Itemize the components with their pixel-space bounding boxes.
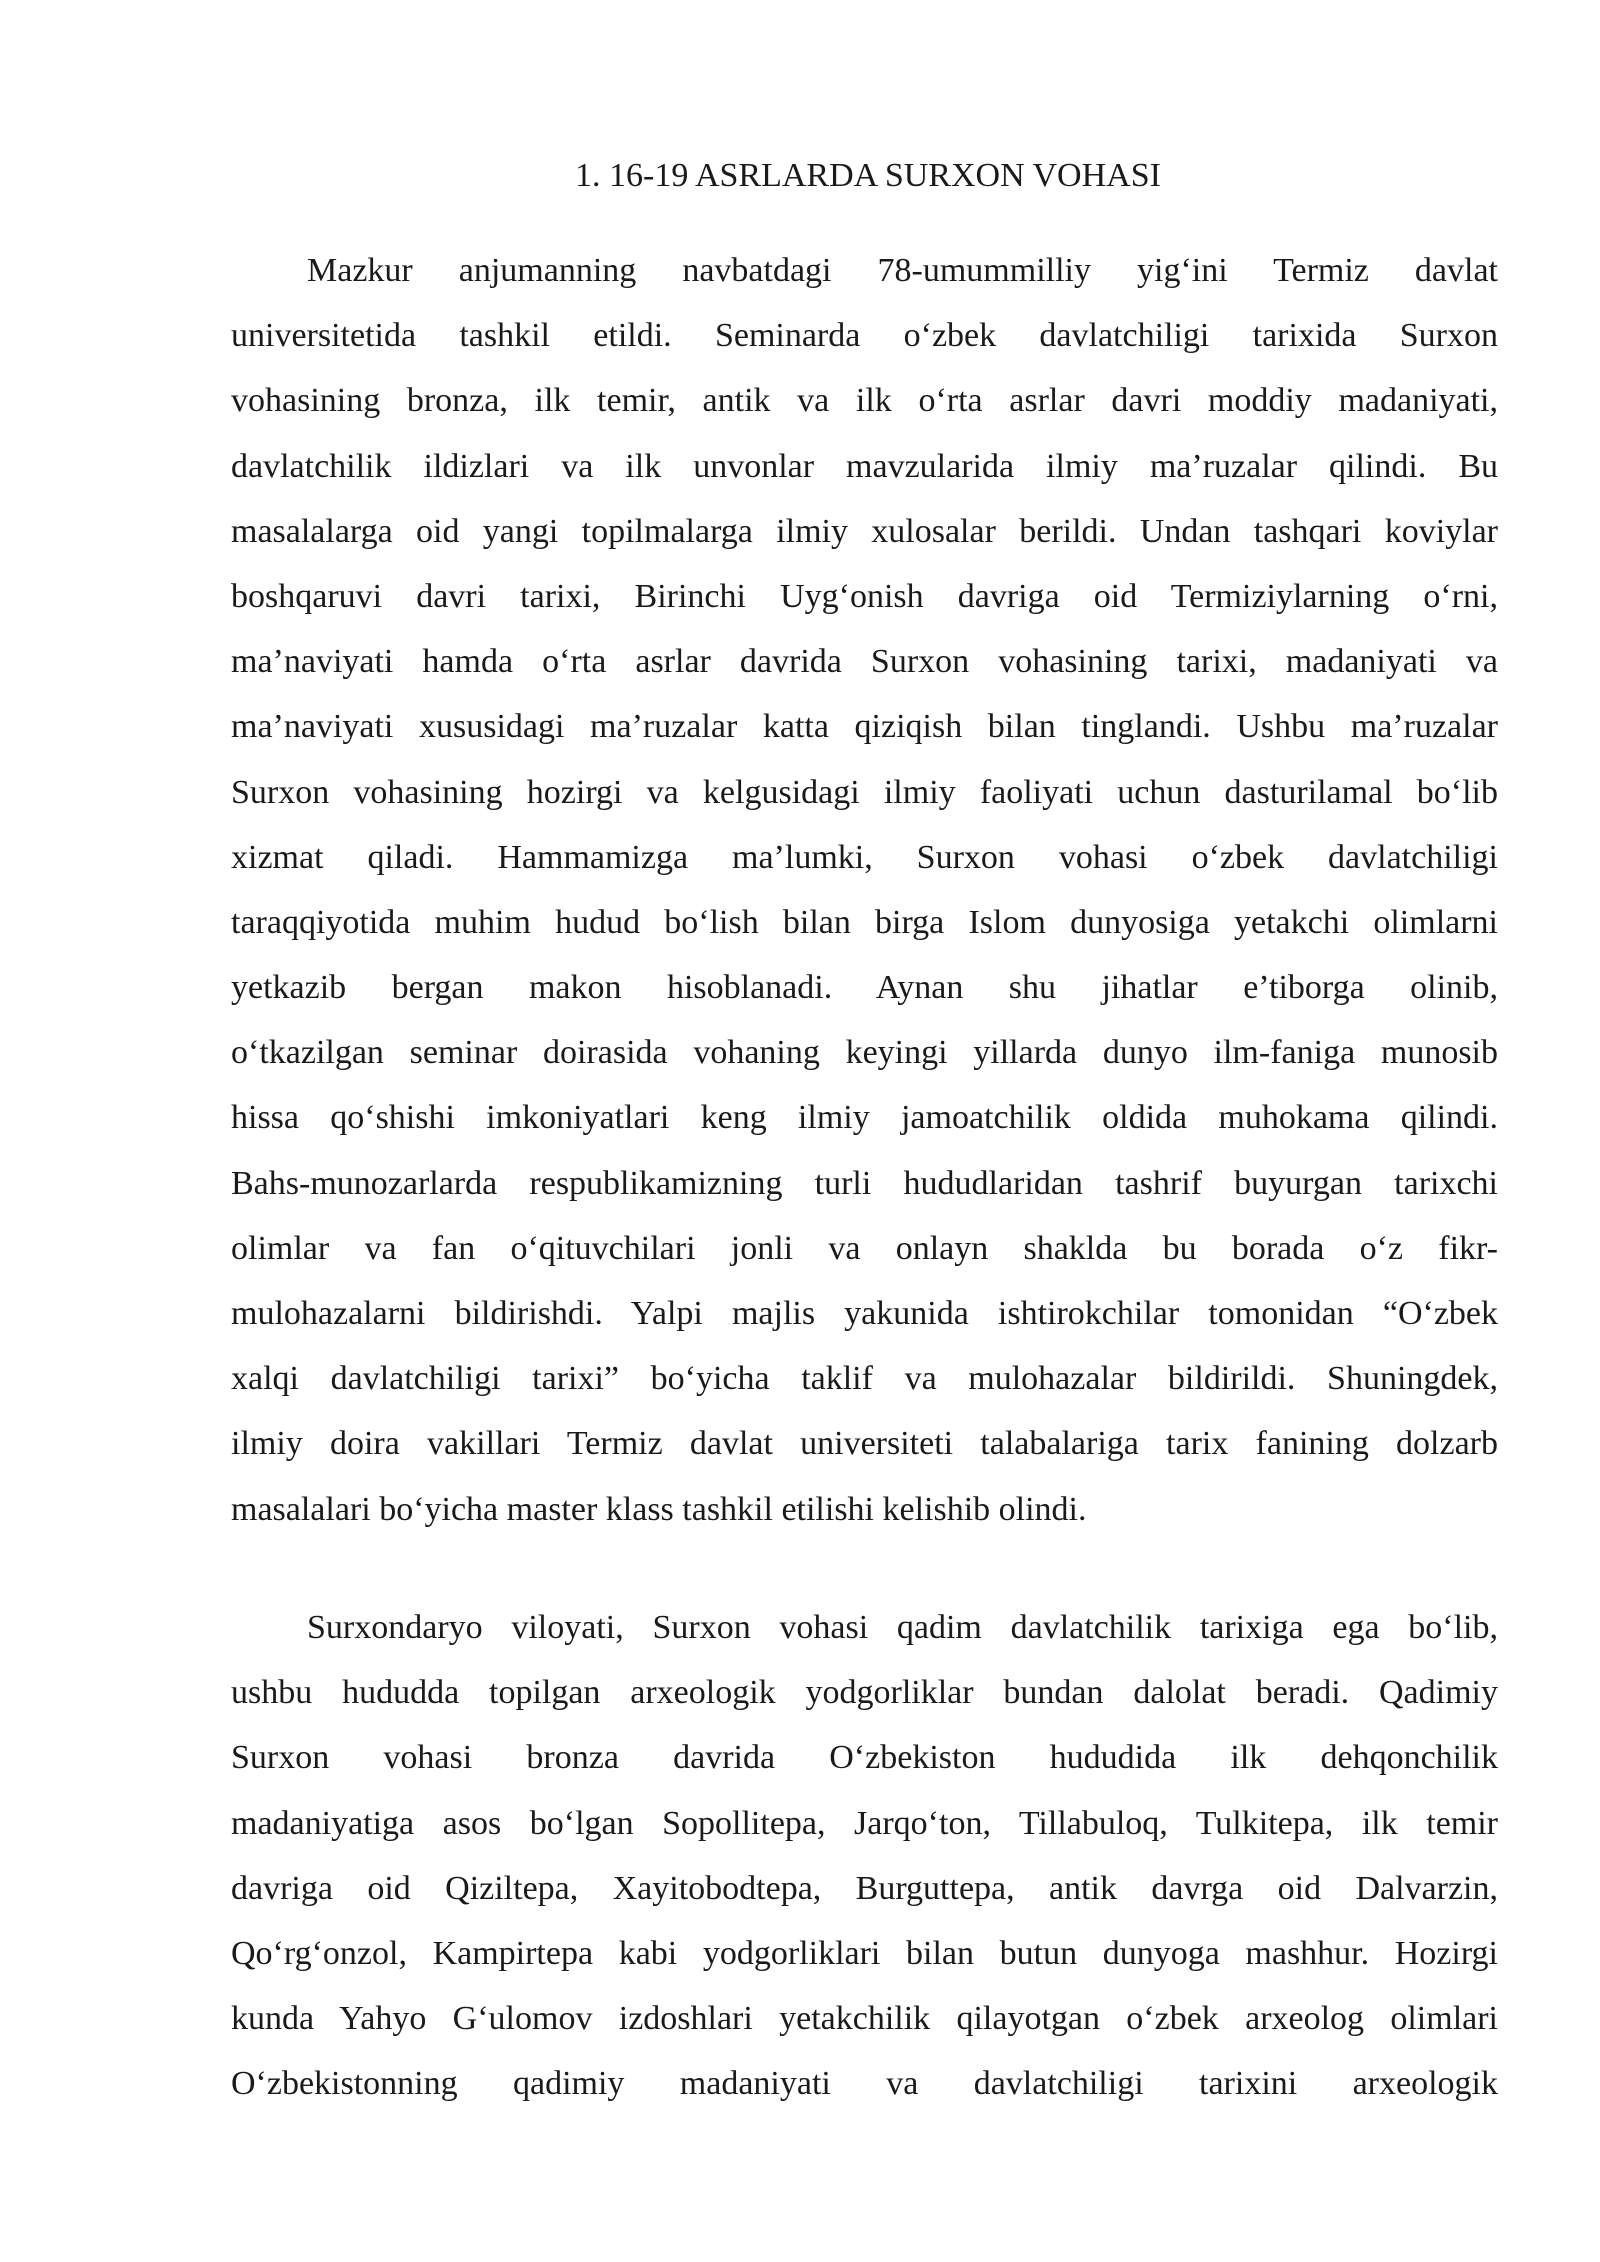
paragraph-line: o‘tkazilgan seminar doirasida vohaning keyingi yillarda dunyo ilm-faniga munosib (231, 1034, 1498, 1072)
paragraph-line: Surxon vohasining hozirgi va kelgusidagi ilmiy faoliyati uchun dasturilamal bo‘lib (231, 773, 1498, 811)
paragraph-line: Qo‘rg‘onzol, Kampirtepa kabi yodgorliklari bilan butun dunyoga mashhur. Hozirgi (231, 1934, 1498, 1972)
paragraph-line: madaniyatiga asos bo‘lgan Sopollitepa, Jarqo‘ton, Tillabuloq, Tulkitepa, ilk temir (231, 1804, 1498, 1842)
paragraph-line: davlatchilik ildizlari va ilk unvonlar mavzularida ilmiy ma’ruzalar qilindi. Bu (231, 447, 1498, 485)
paragraph-line: boshqaruvi davri tarixi, Birinchi Uyg‘onish davriga oid Termiziylarning o‘rni, (231, 577, 1498, 615)
section-title: 1. 16-19 ASRLARDA SURXON VOHASI (575, 157, 1161, 194)
paragraph-line: olimlar va fan o‘qituvchilari jonli va onlayn shaklda bu borada o‘z fikr- (231, 1229, 1498, 1267)
paragraph-line: xalqi davlatchiligi tarixi” bo‘yicha taklif va mulohazalar bildirildi. Shuningdek, (231, 1360, 1498, 1398)
paragraph-line: vohasining bronza, ilk temir, antik va ilk o‘rta asrlar davri moddiy madaniyati, (231, 382, 1498, 420)
paragraph-line: Surxon vohasi bronza davrida O‘zbekiston hududida ilk dehqonchilik (231, 1739, 1498, 1777)
paragraph-line: Bahs-munozarlarda respublikamizning turli hududlaridan tashrif buyurgan tarixchi (231, 1164, 1498, 1202)
paragraph-line: universitetida tashkil etildi. Seminarda o‘zbek davlatchiligi tarixida Surxon (231, 317, 1498, 355)
paragraph-line: masalalarga oid yangi topilmalarga ilmiy xulosalar berildi. Undan tashqari koviylar (231, 512, 1498, 550)
paragraph-line: Surxondaryo viloyati, Surxon vohasi qadim davlatchilik tarixiga ega bo‘lib, (307, 1609, 1498, 1646)
paragraph-line: hissa qo‘shishi imkoniyatlari keng ilmiy jamoatchilik oldida muhokama qilindi. (231, 1099, 1498, 1137)
paragraph-line: yetkazib bergan makon hisoblanadi. Aynan shu jihatlar e’tiborga olinib, (231, 969, 1498, 1007)
paragraph-line: ilmiy doira vakillari Termiz davlat universiteti talabalariga tarix fanining dolzarb (231, 1425, 1498, 1463)
paragraph-line: Mazkur anjumanning navbatdagi 78-umummilliy yig‘ini Termiz davlat (307, 252, 1498, 289)
paragraph-line: ma’naviyati hamda o‘rta asrlar davrida Surxon vohasining tarixi, madaniyati va (231, 643, 1498, 681)
paragraph-line: davriga oid Qiziltepa, Xayitobodtepa, Burguttepa, antik davrga oid Dalvarzin, (231, 1869, 1498, 1907)
paragraph-line: O‘zbekistonning qadimiy madaniyati va davlatchiligi tarixini arxeologik (231, 2065, 1498, 2103)
paragraph-line: ushbu hududda topilgan arxeologik yodgorliklar bundan dalolat beradi. Qadimiy (231, 1674, 1498, 1712)
paragraph-line: taraqqiyotida muhim hudud bo‘lish bilan birga Islom dunyosiga yetakchi olimlarni (231, 903, 1498, 941)
paragraph-line: kunda Yahyo G‘ulomov izdoshlari yetakchilik qilayotgan o‘zbek arxeolog olimlari (231, 2000, 1498, 2038)
paragraph-line: xizmat qiladi. Hammamizga ma’lumki, Surxon vohasi o‘zbek davlatchiligi (231, 838, 1498, 876)
paragraph-line: mulohazalarni bildirishdi. Yalpi majlis yakunida ishtirokchilar tomonidan “O‘zbek (231, 1295, 1498, 1332)
body-paragraph (231, 241, 1498, 1545)
paragraph-line: ma’naviyati xususidagi ma’ruzalar katta qiziqish bilan tinglandi. Ushbu ma’ruzalar (231, 708, 1498, 746)
body-paragraph (231, 1598, 1498, 2120)
paragraph-line: masalalari bo‘yicha master klass tashkil etilishi kelishib olindi. (231, 1490, 1087, 1528)
